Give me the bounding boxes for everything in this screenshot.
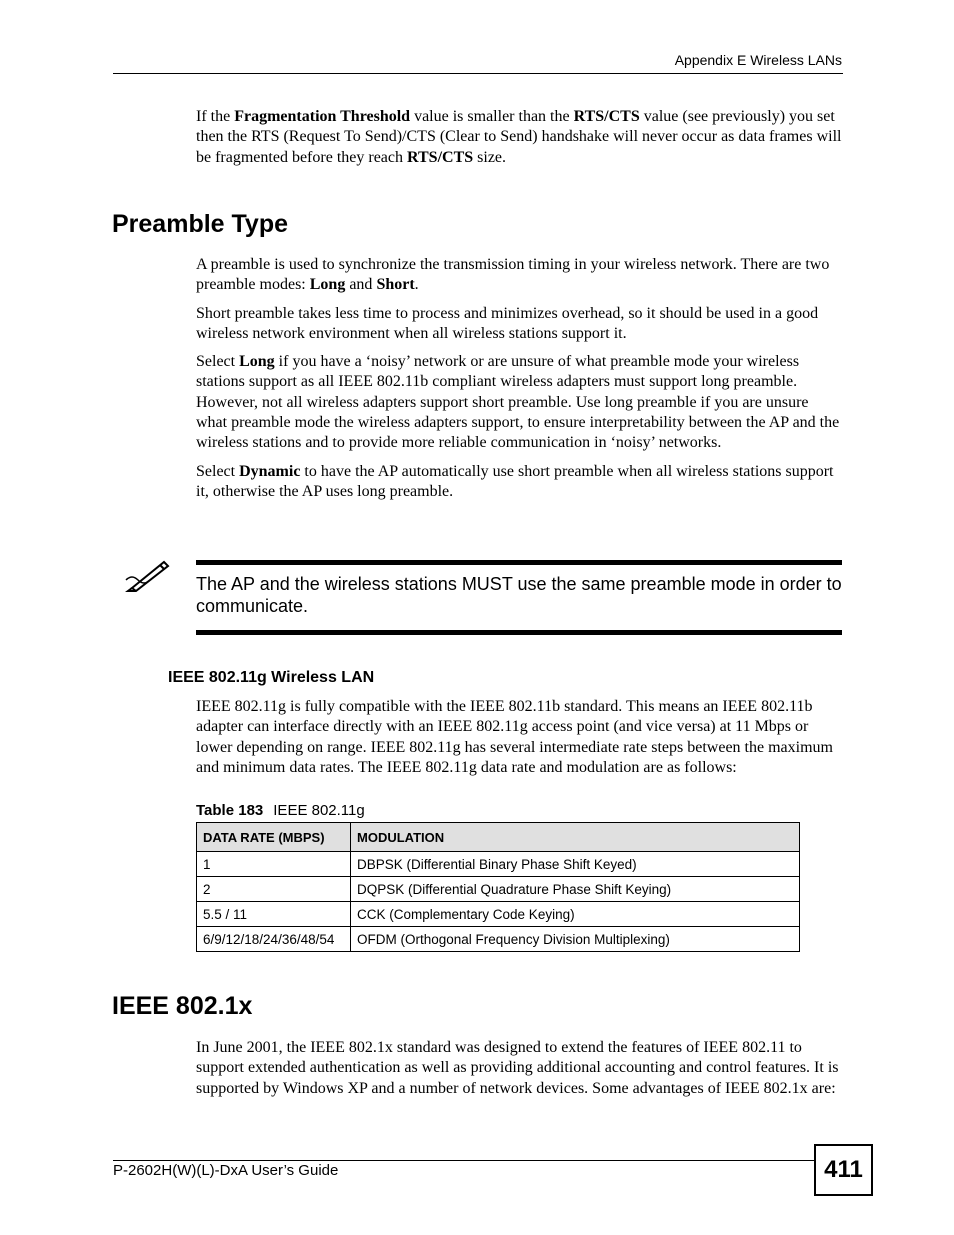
column-header-modulation: MODULATION	[351, 823, 800, 852]
column-header-data-rate: DATA RATE (MBPS)	[197, 823, 351, 852]
data-rate-table	[196, 822, 800, 952]
text-run: Select	[196, 353, 240, 371]
subsection-heading-80211g: IEEE 802.11g Wireless LAN	[168, 669, 375, 686]
note-text: The AP and the wireless stations MUST use the same preamble mode in order to communicate.	[196, 574, 842, 616]
table-row	[197, 927, 800, 952]
bold-term: RTS/CTS	[573, 108, 640, 125]
table-cell: OFDM (Orthogonal Frequency Division Multiplexing)	[351, 927, 800, 952]
table-row	[197, 852, 800, 877]
note-bottom-rule	[196, 630, 842, 635]
bold-term: Long	[309, 276, 346, 294]
preamble-body	[196, 255, 842, 510]
table-cell: 5.5 / 11	[197, 902, 351, 927]
text-run: .	[414, 276, 419, 294]
text-run: to have the AP automatically use short preamble when all wireless stations support it, otherwise the AP uses long preamble.	[196, 462, 834, 500]
preamble-paragraph-4	[196, 462, 842, 503]
ieee80211g-paragraph	[196, 697, 842, 786]
bold-term: Short	[376, 276, 415, 294]
text-run: If the	[196, 108, 235, 125]
table-cell: 1	[197, 852, 351, 877]
note-pencil-icon	[124, 558, 172, 592]
table-caption	[196, 802, 365, 819]
table-cell: 6/9/12/18/24/36/48/54	[197, 927, 351, 952]
ieee8021x-text: In June 2001, the IEEE 802.1x standard was designed to extend the features of IEEE 802.11 to support extended authentication as well as providing additional accounting and control features. It is supported by Windows XP and a number of network devices. Some advantages of IEEE 802.1x are:	[196, 1039, 839, 1097]
text-run: value is smaller than the	[410, 108, 574, 125]
section-heading-8021x: IEEE 802.1x	[112, 992, 253, 1020]
table-cell: DQPSK (Differential Quadrature Phase Shift Keying)	[351, 877, 800, 902]
bold-term: Dynamic	[239, 462, 301, 480]
running-header: Appendix E Wireless LANs	[674, 52, 842, 68]
bold-term: RTS/CTS	[407, 148, 474, 166]
footer-guide-title: P-2602H(W)(L)-DxA User’s Guide	[113, 1162, 339, 1179]
bold-term: Long	[239, 353, 275, 371]
text-run: value (see previously) you set then the RTS (Request To Send)/CTS (Clear to Send) handshake will never occur as data frames will be fragmented before they reach	[196, 108, 842, 166]
preamble-paragraph-2: Short preamble takes less time to process and minimizes overhead, so it should be used in a good wireless network environment when all wireless stations support it.	[196, 304, 819, 342]
ieee80211g-text: IEEE 802.11g is fully compatible with the IEEE 802.11b standard. This means an IEEE 802.11b adapter can interface directly with an IEEE 802.11g access point (and vice versa) at 11 Mbps or lower depending on range. IEEE 802.11g has several intermediate rate steps between the maximum and minimum data rates. The IEEE 802.11g data rate and modulation are as follows:	[196, 698, 833, 776]
text-run: A preamble is used to synchronize the transmission timing in your wireless network. There are two preamble modes:	[196, 256, 830, 294]
page-number: 411	[814, 1144, 873, 1196]
table-header-row	[197, 823, 800, 852]
table-cell: 2	[197, 877, 351, 902]
header-rule	[113, 73, 843, 74]
table-row	[197, 902, 800, 927]
text-run: size.	[473, 148, 507, 166]
preamble-paragraph-1	[196, 255, 842, 296]
bold-term: Fragmentation Threshold	[234, 108, 411, 125]
intro-paragraph	[196, 107, 842, 176]
text-run: and	[345, 276, 377, 294]
text-run: Select	[196, 462, 240, 480]
table-cell: CCK (Complementary Code Keying)	[351, 902, 800, 927]
section-heading-preamble: Preamble Type	[112, 210, 289, 238]
preamble-paragraph-3	[196, 352, 842, 453]
ieee8021x-paragraph	[196, 1038, 842, 1107]
table-row	[197, 877, 800, 902]
table-title: IEEE 802.11g	[273, 802, 365, 819]
table-number: Table 183	[196, 802, 264, 819]
note-top-rule	[196, 560, 842, 565]
footer-rule	[113, 1160, 814, 1161]
text-run: if you have a ‘noisy’ network or are unsure of what preamble mode your wireless stations support as all IEEE 802.11b compliant wireless adapters must support long preamble. However, not all wireless adapters support short preamble. Use long preamble if you are unsure what preamble mode the wireless adapters support, to ensure interpretability between the AP and the wireless stations and to provide more reliable communication in ‘noisy’ networks.	[196, 353, 840, 452]
table-cell: DBPSK (Differential Binary Phase Shift Keyed)	[351, 852, 800, 877]
